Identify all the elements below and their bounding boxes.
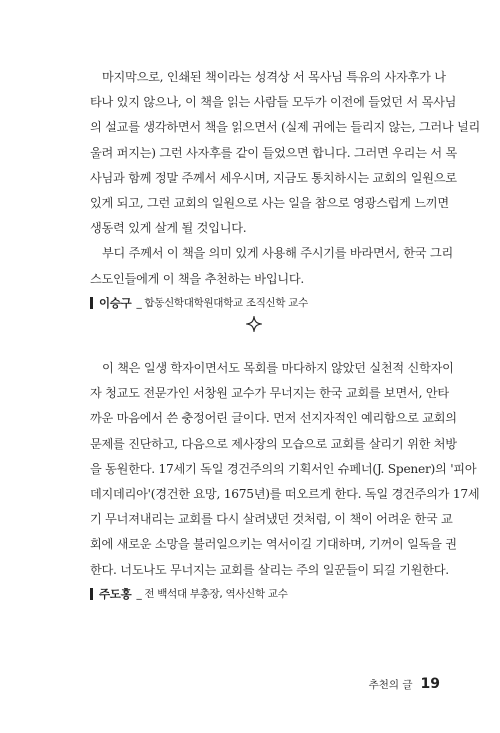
recommendation-1 (90, 65, 481, 311)
text-line: 부디 주께서 이 책을 의미 있게 사용해 주시기를 바라면서, 한국 그리 (102, 246, 453, 261)
text-line: 문제를 진단하고, 다음으로 제사장의 모습으로 교회를 살리기 위한 처방 (90, 436, 457, 451)
page-footer (369, 676, 440, 692)
text-line: 기 무너져내리는 교회를 다시 살려냈던 것처럼, 이 책이 어려운 한국 교 (90, 512, 453, 527)
author-separator: _ (136, 587, 142, 600)
text-line: 한다. 너도나도 무너지는 교회를 살리는 주의 일꾼들이 되길 기원한다. (90, 562, 449, 577)
text-line: 울려 퍼지는) 그런 사자후를 같이 들었으면 합니다. 그러면 우리는 서 목 (90, 145, 458, 160)
text-line: 있게 되고, 그런 교회의 일원으로 사는 일을 참으로 영광스럽게 느끼면 (90, 196, 449, 211)
text-line: 타나 있지 않으나, 이 책을 읽는 사람들 모두가 이전에 들었던 서 목사님 (90, 95, 457, 110)
author-title: 전 백석대 부총장, 역사신학 교수 (144, 588, 288, 601)
text-line: 사님과 함께 정말 주께서 세우시며, 지금도 통치하시는 교회의 일원으로 (90, 170, 457, 185)
text-line: 이 책은 일생 학자이면서도 목회를 마다하지 않았던 실천적 신학자이 (102, 361, 454, 375)
recommendation-2-paragraph (90, 356, 480, 583)
text-line: 마지막으로, 인쇄된 책이라는 성격상 서 목사님 특유의 사자후가 나 (102, 70, 446, 84)
author-attribution (90, 586, 420, 602)
recommendation-1-paragraph (90, 65, 481, 292)
text-line: 생동력 있게 살게 될 것입니다. (90, 221, 247, 236)
text-line: 을 동원한다. 17세기 독일 경건주의의 기획서인 슈페너(J. Spener)의 '피아 (90, 461, 477, 476)
running-footer-section: 추천의 글 (368, 679, 413, 691)
text-line: 스도인들에게 이 책을 추천하는 바입니다. (90, 271, 305, 286)
page-number: 19 (420, 676, 440, 692)
author-name: 이승구 (99, 295, 132, 310)
recommendation-2 (90, 356, 480, 602)
sparkle-ornament-icon (246, 316, 262, 332)
author-attribution (90, 295, 420, 311)
text-line: 자 청교도 전문가인 서창원 교수가 무너지는 한국 교회를 보면서, 안타 (90, 386, 449, 401)
author-title: 합동신학대학원대학교 조직신학 교수 (144, 297, 308, 310)
author-name: 주도홍 (99, 586, 132, 601)
attribution-bar-icon (90, 588, 93, 600)
author-separator: _ (136, 296, 142, 309)
text-line: 데지데리아'(경건한 요망, 1675년)를 떠오르게 한다. 독일 경건주의가 17세 (90, 487, 480, 502)
attribution-bar-icon (90, 297, 93, 309)
text-line: 까운 마음에서 쓴 충정어린 글이다. 먼저 선지자적인 예리함으로 교회의 (90, 411, 457, 426)
text-line: 회에 새로운 소망을 불러일으키는 역서이길 기대하며, 기꺼이 일독을 권 (90, 537, 457, 552)
text-line: 의 설교를 생각하면서 책을 읽으면서 (실제 귀에는 들리지 않는, 그러나 널리 (90, 120, 481, 135)
